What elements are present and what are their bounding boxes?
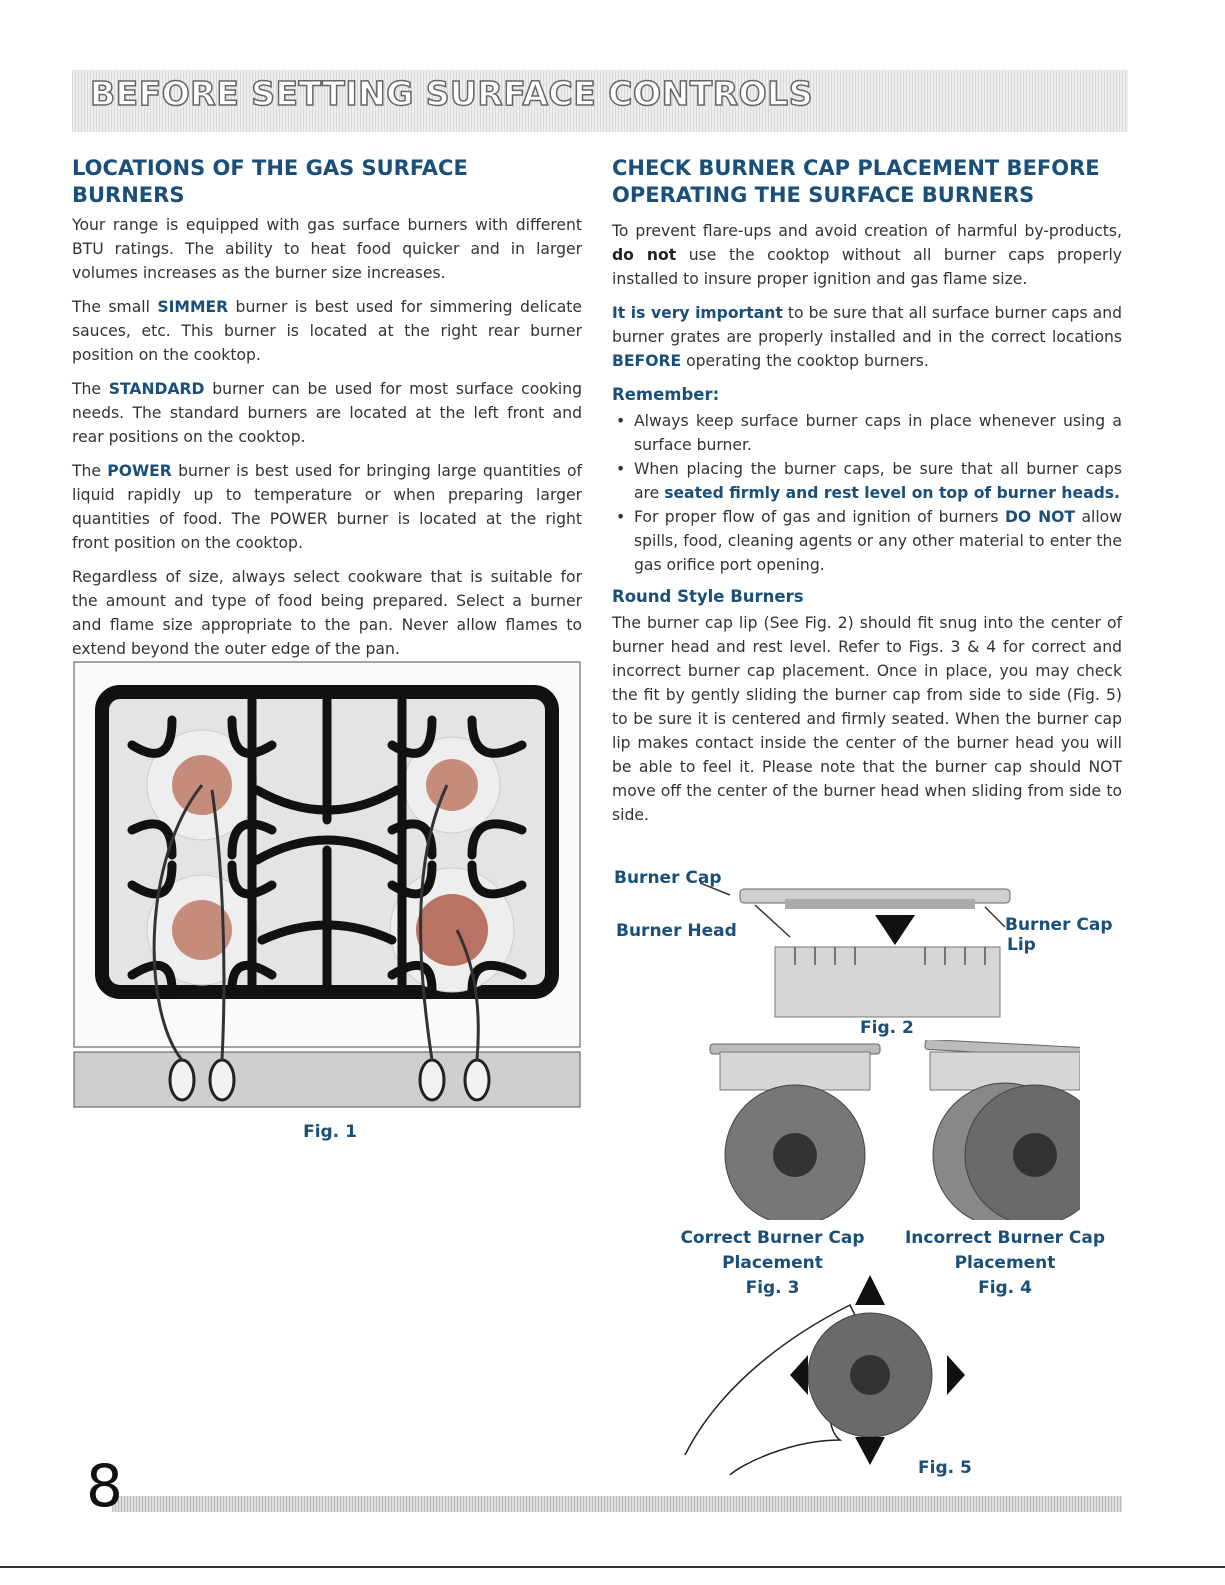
- right-paragraph-2: [612, 301, 1122, 373]
- fig2-label: Fig. 2: [860, 1018, 914, 1038]
- text: Burner Cap: [1005, 915, 1113, 935]
- seated-term: seated firmly and rest level on top of burner heads.: [664, 484, 1120, 502]
- text: Placement: [954, 1253, 1056, 1273]
- text: burner is best used for bringing large quantities of liquid rapidly up to temperature or when preparing larger quantities of food. The POWER burner is located at the right front position on the cooktop.: [72, 462, 582, 552]
- right-paragraph-3: The burner cap lip (See Fig. 2) should fit snug into the center of burner head and rest level. Refer to Figs. 3 & 4 for correct and incorrect burner cap placement. Once in place, you may check the fit by gently sliding the burner cap from side to side (Fig. 5) to be sure it is centered and firmly seated. When the burner cap lip makes contact inside the center of the burner head you will be able to feel it. Please note that the burner cap should NOT move off the center of the burner head when sliding from side to side.: [612, 614, 1122, 824]
- bottom-rule: [0, 1566, 1225, 1568]
- header-banner: [72, 70, 1128, 132]
- text: allow spills, food, cleaning agents or any other material to enter the gas orifice port opening.: [634, 508, 1122, 574]
- text: Correct Burner Cap: [680, 1228, 865, 1248]
- text: The: [72, 462, 108, 480]
- text: Placement: [722, 1253, 823, 1273]
- footer-bar: [112, 1496, 1122, 1512]
- cooktop-figure: [72, 660, 582, 1115]
- text: The: [72, 380, 109, 398]
- simmer-term: SIMMER: [157, 298, 229, 316]
- fig5-label: Fig. 5: [918, 1458, 972, 1478]
- right-heading: CHECK BURNER CAP PLACEMENT BEFORE OPERATING THE SURFACE BURNERS: [612, 156, 1100, 207]
- do-not-caps-term: DO NOT: [1004, 508, 1076, 526]
- cap-placement-diagrams: [690, 1040, 1080, 1220]
- left-paragraph-2: [72, 295, 582, 367]
- burner-cap-label: Burner Cap: [614, 868, 722, 888]
- important-term: It is very important: [612, 304, 783, 322]
- round-burners-heading: Round Style Burners: [612, 587, 804, 606]
- text: The small: [72, 298, 158, 316]
- right-column: [612, 155, 1122, 837]
- left-paragraph-1: Your range is equipped with gas surface burners with different BTU ratings. The ability to heat food quicker and in larger volumes increases as the burner size increases.: [72, 216, 582, 282]
- text: Incorrect Burner Cap: [904, 1228, 1106, 1248]
- burner-parts-diagram: [700, 875, 1030, 1020]
- burner-head-label: Burner Head: [616, 921, 737, 941]
- text: Fig. 4: [978, 1278, 1032, 1298]
- do-not-term: do not: [612, 246, 677, 264]
- list-item: [634, 457, 1122, 505]
- text: When placing the burner caps, be sure that all burner caps are: [634, 460, 1122, 502]
- power-term: POWER: [107, 462, 172, 480]
- text: burner is best used for simmering delicate sauces, etc. This burner is located at the right rear burner position on the cooktop.: [72, 298, 582, 364]
- right-paragraph-1: [612, 219, 1122, 291]
- left-column: [72, 155, 582, 671]
- remember-list: [612, 409, 1122, 577]
- before-term: BEFORE: [612, 352, 682, 370]
- left-paragraph-3: [72, 377, 582, 449]
- slide-check-diagram: [680, 1265, 1000, 1480]
- page-title: BEFORE SETTING SURFACE CONTROLS: [90, 74, 813, 113]
- text: operating the cooktop burners.: [681, 352, 929, 370]
- page-number: 8: [86, 1452, 123, 1520]
- remember-heading: Remember:: [612, 385, 720, 404]
- text: to be sure that all surface burner caps and burner grates are properly installed and in the correct locations: [612, 304, 1122, 346]
- left-heading: LOCATIONS OF THE GAS SURFACE BURNERS: [72, 156, 468, 207]
- list-item: • Always keep surface burner caps in place whenever using a surface burner.: [634, 409, 1122, 457]
- text: Fig. 3: [745, 1278, 800, 1298]
- fig1-label: Fig. 1: [303, 1122, 357, 1142]
- cooktop-illustration: [72, 660, 582, 1115]
- text: To prevent flare-ups and avoid creation of harmful by-products,: [612, 222, 1122, 240]
- text: use the cooktop without all burner caps properly installed to insure proper ignition and gas flame size.: [612, 246, 1123, 288]
- text: For proper flow of gas and ignition of burners: [634, 508, 1005, 526]
- list-item: [634, 505, 1122, 577]
- text: Lip: [1007, 935, 1036, 955]
- text: burner can be used for most surface cooking needs. The standard burners are located at the left front and rear positions on the cooktop.: [72, 380, 582, 446]
- standard-term: STANDARD: [108, 380, 205, 398]
- left-paragraph-5: Regardless of size, always select cookware that is suitable for the amount and type of food being prepared. Select a burner and flame size appropriate to the pan. Never allow flames to extend beyond the outer edge of the pan.: [72, 568, 582, 658]
- left-paragraph-4: [72, 459, 582, 555]
